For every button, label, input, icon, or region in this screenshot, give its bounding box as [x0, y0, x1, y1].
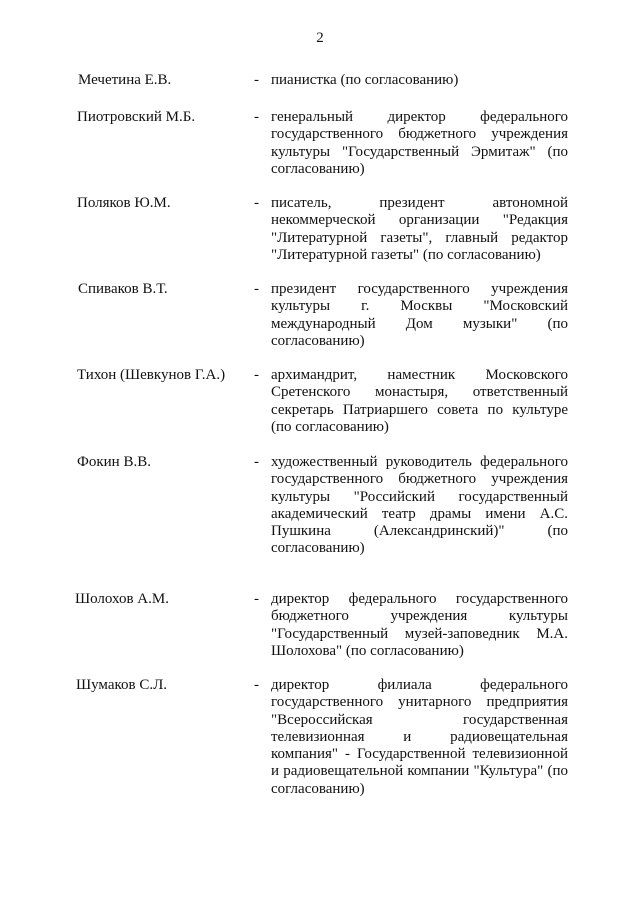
member-position: архимандрит, наместник Московского Сретенского монастыря, ответственный секретарь Патриаршего совета по культуре (по согласованию)	[271, 367, 568, 435]
page-number: 2	[316, 30, 324, 46]
member-name: Шумаков С.Л.	[76, 677, 168, 693]
member-name: Тихон (Шевкунов Г.А.)	[77, 367, 226, 383]
member-position: писатель, президент автономной некоммерческой организации "Редакция "Литературной газеты", главный редактор "Литературной газеты" (по согласованию)	[271, 195, 568, 263]
member-position: пианистка (по согласованию)	[271, 72, 459, 88]
member-name: Фокин В.В.	[77, 454, 151, 470]
member-position: президент государственного учреждения культуры г. Москвы "Московский международный Дом музыки" (по согласованию)	[271, 281, 568, 349]
member-name: Мечетина Е.В.	[78, 72, 172, 88]
dash-separator: -	[254, 367, 259, 383]
member-name: Спиваков В.Т.	[78, 281, 168, 297]
dash-separator: -	[254, 454, 259, 470]
dash-separator: -	[254, 281, 259, 297]
member-name: Шолохов А.М.	[75, 591, 169, 607]
member-position: художественный руководитель федерального государственного бюджетного учреждения культуры "Российский государственный академический театр драмы имени А.С. Пушкина (Александринский)" (по согласованию)	[271, 454, 568, 557]
member-name: Поляков Ю.М.	[77, 195, 171, 211]
member-position: директор федерального государственного бюджетного учреждения культуры "Государственный музей-заповедник М.А. Шолохова" (по согласованию)	[271, 591, 568, 659]
dash-separator: -	[254, 677, 259, 693]
member-position: директор филиала федерального государственного унитарного предприятия "Всероссийская государственная телевизионная и радиовещательная компания" - Государственной телевизионной и радиовещательной компании "Культура" (по согласованию)	[271, 677, 568, 797]
dash-separator: -	[254, 195, 259, 211]
dash-separator: -	[254, 109, 259, 125]
dash-separator: -	[254, 591, 259, 607]
member-position: генеральный директор федерального государственного бюджетного учреждения культуры "Государственный Эрмитаж" (по согласованию)	[271, 109, 568, 177]
dash-separator: -	[254, 72, 259, 88]
member-name: Пиотровский М.Б.	[77, 109, 196, 125]
